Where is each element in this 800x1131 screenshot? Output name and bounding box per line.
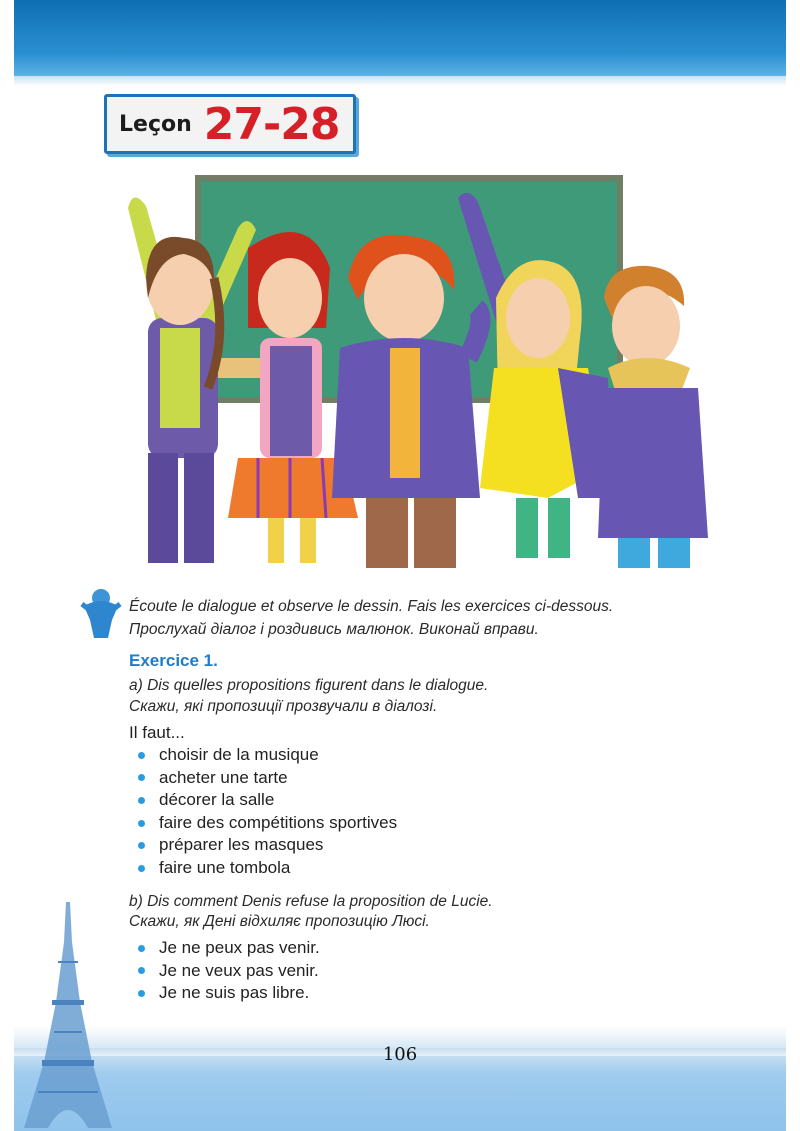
header-band-shadow	[14, 76, 786, 86]
page-number: 106	[382, 1044, 418, 1065]
lesson-label: Leçon	[119, 111, 192, 137]
listening-person-icon	[78, 586, 124, 644]
list-item: Je ne peux pas venir.	[138, 937, 320, 960]
exercise-title: Exercice 1.	[129, 651, 218, 670]
part-b-prompt-ua: Скажи, як Дені відхиляє пропозицію Люсі.	[129, 913, 430, 930]
list-item: décorer la salle	[138, 789, 397, 812]
list-item: Je ne veux pas venir.	[138, 960, 320, 983]
list-item: acheter une tarte	[138, 767, 397, 790]
header-band	[14, 0, 786, 76]
part-a-list	[138, 744, 397, 880]
classroom-illustration	[118, 168, 738, 578]
child-boy-scarf	[598, 266, 708, 568]
list-item: choisir de la musique	[138, 744, 397, 767]
list-item: faire une tombola	[138, 857, 397, 880]
bullet-icon	[138, 967, 145, 974]
list-item: faire des compétitions sportives	[138, 812, 397, 835]
instruction-fr: Écoute le dialogue et observe le dessin. Fais les exercices ci-dessous.	[129, 598, 614, 615]
part-a-prompt-ua: Скажи, які пропозиції прозвучали в діалозі.	[129, 698, 438, 715]
eiffel-tower-icon	[22, 902, 114, 1128]
bullet-icon	[138, 820, 145, 827]
bullet-icon	[138, 797, 145, 804]
list-item: préparer les masques	[138, 834, 397, 857]
bullet-icon	[138, 774, 145, 781]
part-b-list	[138, 937, 320, 1005]
part-a-prompt-fr: a) Dis quelles propositions figurent dans le dialogue.	[129, 677, 489, 694]
bullet-icon	[138, 990, 145, 997]
lesson-badge	[104, 94, 356, 154]
bullet-icon	[138, 945, 145, 952]
bullet-icon	[138, 865, 145, 872]
bullet-icon	[138, 752, 145, 759]
list-item: Je ne suis pas libre.	[138, 982, 320, 1005]
footer-band	[14, 1026, 786, 1131]
part-a-lead: Il faut...	[129, 723, 185, 742]
bullet-icon	[138, 842, 145, 849]
lesson-number: 27-28	[203, 98, 340, 150]
part-b-prompt-fr: b) Dis comment Denis refuse la proposition de Lucie.	[129, 893, 493, 910]
instruction-ua: Прослухай діалог і роздивись малюнок. Виконай вправи.	[129, 621, 539, 638]
